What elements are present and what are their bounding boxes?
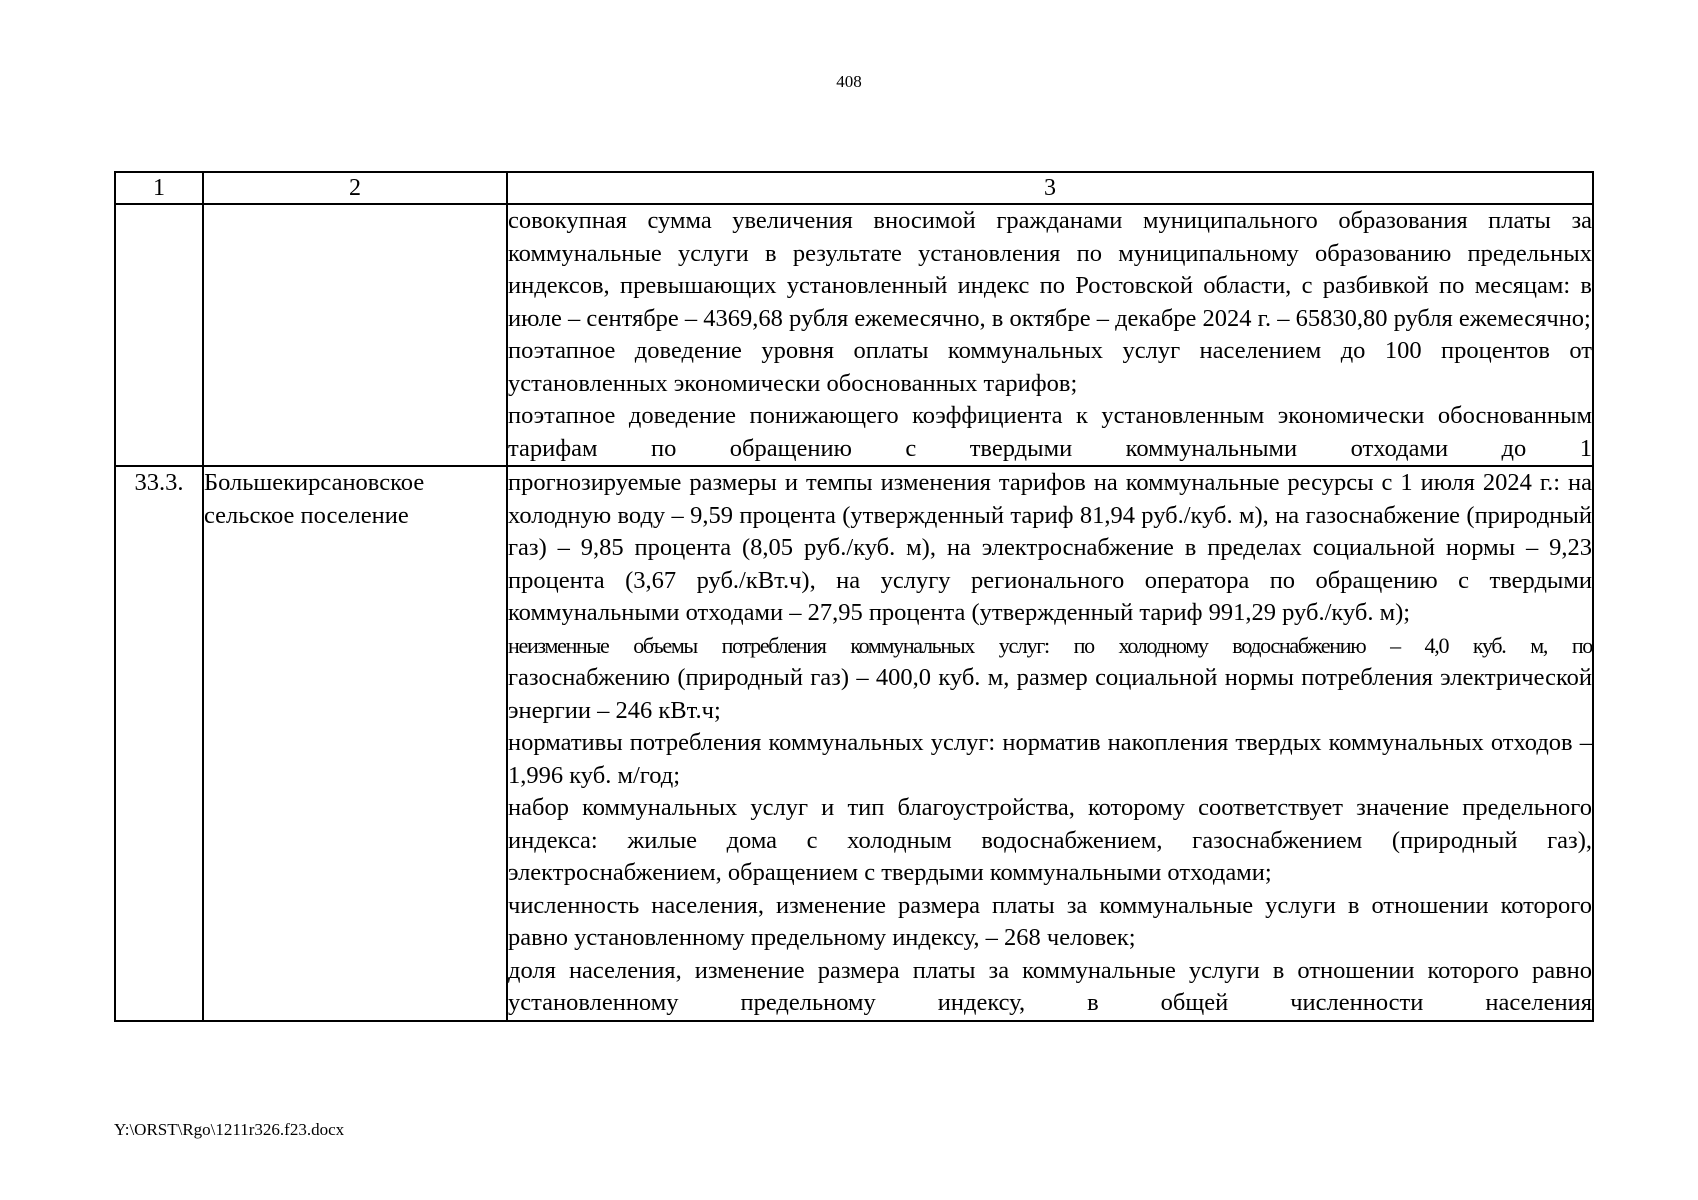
paragraph: неизменные объемы потребления коммунальных услуг: по холодному водоснабжению – 4,0 куб. м, по	[508, 632, 1592, 658]
paragraph: поэтапное доведение уровня оплаты коммунальных услуг населением до 100 процентов от установленных экономически обоснованных тарифов;	[508, 337, 1592, 397]
tariff-table	[114, 171, 1594, 1022]
column-header-1: 1	[115, 172, 203, 204]
row-number-cell: 33.3.	[115, 466, 203, 1021]
table-row	[115, 204, 1593, 466]
paragraph: доля населения, изменение размера платы за коммунальные услуги в отношении которого равно установленному предельному индексу, в общей численности населения	[508, 956, 1592, 1016]
table-row	[115, 466, 1593, 1021]
paragraph: совокупная сумма увеличения вносимой гражданами муниципального образования платы за коммунальные услуги в результате установления по муниципальному образованию предельных индексов, превышающих установленный индекс по Ростовской области, с разбивкой по месяцам: в июле – сентябре – 4369,68 рубля ежемесячно, в октябре – декабре 2024 г. – 65830,80 рубля ежемесячно;	[508, 207, 1592, 332]
indicators-cell	[507, 204, 1593, 466]
paragraph: газоснабжению (природный газ) – 400,0 куб. м, размер социальной нормы потребления электрической энергии – 246 кВт.ч;	[508, 664, 1592, 724]
row-number-cell	[115, 204, 203, 466]
paragraph: численность населения, изменение размера платы за коммунальные услуги в отношении которого равно установленному предельному индексу, – 268 человек;	[508, 891, 1592, 951]
column-header-2: 2	[203, 172, 507, 204]
municipality-name-cell	[203, 204, 507, 466]
page-number: 408	[836, 72, 862, 91]
table-header-row	[115, 172, 1593, 204]
paragraph: набор коммунальных услуг и тип благоустройства, которому соответствует значение предельного индекса: жилые дома с холодным водоснабжением, газоснабжением (природный газ), электроснабжением, обращением с твердыми коммунальными отходами;	[508, 794, 1592, 886]
column-header-3: 3	[507, 172, 1593, 204]
paragraph: нормативы потребления коммунальных услуг: норматив накопления твердых коммунальных отходов – 1,996 куб. м/год;	[508, 729, 1592, 789]
paragraph: поэтапное доведение понижающего коэффициента к установленным экономически обоснованным тарифам по обращению с твердыми коммунальными отходами до 1	[508, 402, 1592, 462]
paragraph: прогнозируемые размеры и темпы изменения тарифов на коммунальные ресурсы с 1 июля 2024 г.: на холодную воду – 9,59 процента (утвержденный тариф 81,94 руб./куб. м), на газоснабжение (природный газ) – 9,85 процента (8,05 руб./куб. м), на электроснабжение в пределах социальной нормы – 9,23 процента (3,67 руб./кВт.ч), на услугу регионального оператора по обращению с твердыми коммунальными отходами – 27,95 процента (утвержденный тариф 991,29 руб./куб. м);	[508, 469, 1592, 626]
municipality-name-cell: Большекирсановское сельское поселение	[203, 466, 507, 1021]
file-path-footer: Y:\ORST\Rgo\1211r326.f23.docx	[114, 1120, 345, 1139]
indicators-cell	[507, 466, 1593, 1021]
